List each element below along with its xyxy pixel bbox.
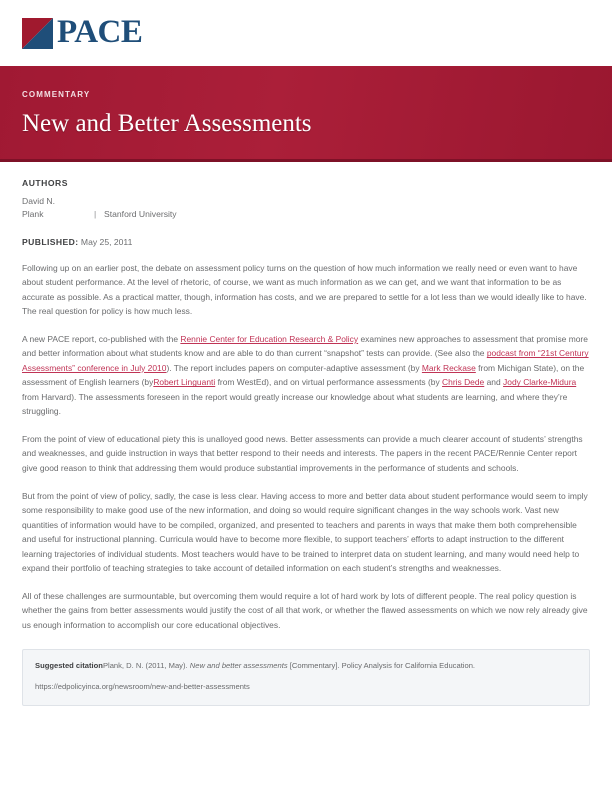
paragraph-1: Following up on an earlier post, the debate on assessment policy turns on the question of how much information we really need or even want to have about student performance. At the level of rhetoric, of course, we want as much information as we can get, and we want that information to be as accurate as possible. As a practical matter, though, information has costs, and we are prepared to settle for a lot less than we would ideally like to have. The real question for policy is how much less. [22, 262, 587, 317]
pace-logo[interactable] [22, 13, 143, 51]
link-chris-dede[interactable]: Chris Dede [442, 377, 485, 388]
title-band [0, 66, 612, 162]
p2-text-2: examines new approaches to assessment that promise more and better information about what students know and are able to do than current “snapshot” tests can provide. (See also the [22, 333, 588, 359]
link-podcast-21st-century-assessments[interactable]: podcast from “21st Century Assessments” conference in July 2010 [22, 348, 589, 373]
citation-url[interactable]: https://edpolicyinca.org/newsroom/new-and-better-assessments [35, 682, 250, 692]
p2-text-3: ). The report includes papers on computer-adaptive assessment (by [166, 362, 422, 373]
pace-logo-text: PACE [57, 13, 143, 50]
p2-text-6: and [484, 377, 504, 388]
paragraph-5: All of these challenges are surmountable, but overcoming them would require a lot of hard work by lots of different people. The real policy question is whether the gains from better assessments would justify the cost of all that work, or whether the flawed assessments on which we now rely already give us enough information to accomplish our core educational objectives. [22, 590, 588, 630]
author-separator [94, 195, 104, 222]
author-name [22, 195, 94, 222]
author-affiliation: Stanford University [104, 209, 177, 220]
p2-text-7: from Harvard). The assessments foreseen in the report would greatly increase our knowledge about what students are learning, and where they’re struggling. [22, 391, 568, 417]
paragraph-3: From the point of view of educational piety this is unalloyed good news. Better assessments can provide a much clearer account of students’ strengths and weaknesses, and guide instruction in ways that better respond to their needs and interests. The papers in the recent PACE/Rennie Center report give good reason to think that addressing them would produce substantial improvements in the performance of students and schools. [22, 433, 583, 473]
published-line [22, 237, 590, 247]
citation-label: Suggested citation [35, 661, 103, 671]
page-content [0, 162, 612, 706]
pace-logo-mark-icon [22, 18, 53, 49]
authors-label: AUTHORS [22, 178, 68, 188]
link-robert-linguanti[interactable]: Robert Linguanti [153, 377, 216, 388]
metadata-block [22, 162, 590, 247]
link-jody-clarke-midura[interactable]: Jody Clarke-Midura [503, 377, 577, 388]
article-body [22, 247, 590, 633]
link-rennie-center[interactable]: Rennie Center for Education Research & Policy [180, 333, 359, 344]
site-logo-header [0, 0, 612, 66]
p2-text-1: A new PACE report, co-published with the [22, 333, 181, 344]
p2-text-5: from WestEd), and on virtual performance assessments (by [215, 377, 443, 388]
page-title: New and Better Assessments [22, 110, 312, 138]
citation-title: New and better assessments [189, 661, 288, 671]
citation-text [35, 660, 577, 672]
link-mark-reckase[interactable]: Mark Reckase [421, 362, 476, 373]
published-label: PUBLISHED: [22, 236, 79, 247]
author-entry [22, 195, 590, 222]
citation-authors-date: Plank, D. N. (2011, May). [102, 661, 190, 671]
content-type-eyebrow: COMMENTARY [22, 90, 91, 100]
paragraph-4: But from the point of view of policy, sadly, the case is less clear. Having access to more and better data about student performance would seem to imply some responsibility to make good use of the new information, and doing so would require significant changes in the way schools work. Vast new quantities of information would have to be compiled, organized, and presented to teachers and parents in ways that make them both comprehensible and useful for instructional planning. Curricula would have to become more flexible, to support teachers’ efforts to adapt instruction to the different learning trajectories of individual students. Most teachers would have to be trained to interpret data on student learning, and many would need help to expand their portfolio of teaching strategies to take account of detailed information on each student’s strengths and weaknesses. [22, 490, 588, 574]
citation-tail: [Commentary]. Policy Analysis for California Education. [287, 661, 476, 671]
suggested-citation-box [22, 649, 590, 705]
author-name-line-1: David N. [22, 196, 55, 206]
p2-text-4: from Michigan State), on the assessment of English learners (by [22, 362, 585, 388]
author-separator-glyph: | [94, 209, 97, 220]
author-name-line-2: Plank [22, 209, 44, 220]
author-affiliation-wrap [104, 195, 590, 222]
published-date: May 25, 2011 [80, 236, 133, 247]
paragraph-2 [22, 332, 590, 419]
